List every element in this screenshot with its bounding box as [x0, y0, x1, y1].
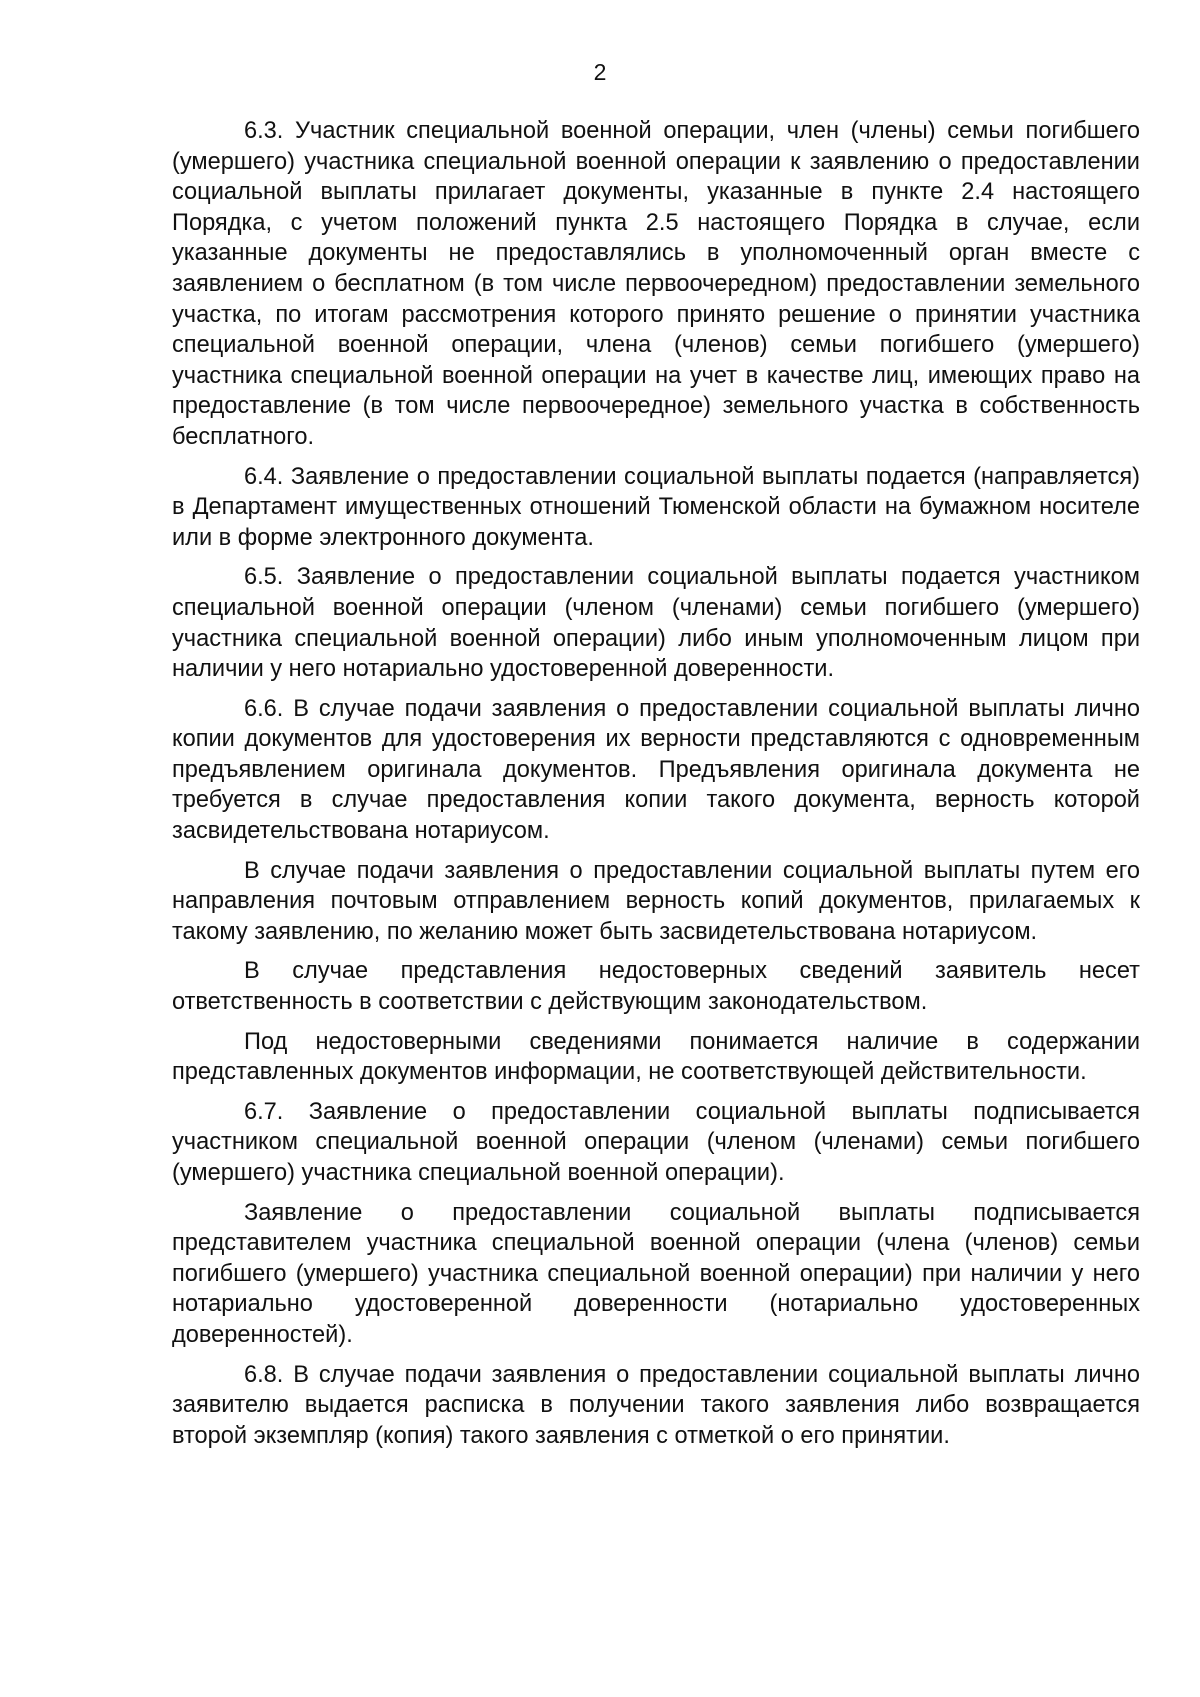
- paragraph-6-4: 6.4. Заявление о предоставлении социальной выплаты подается (направляется) в Департамент имущественных отношений Тюменской области на бумажном носителе или в форме электронного документа.: [172, 463, 1140, 551]
- paragraph-6-6-postal: В случае подачи заявления о предоставлении социальной выплаты путем его направления почтовым отправлением верность копий документов, прилагаемых к такому заявлению, по желанию может быть засвидетельствована нотариусом.: [172, 857, 1140, 945]
- paragraph-6-7: 6.7. Заявление о предоставлении социальной выплаты подписывается участником специальной военной операции (членом (членами) семьи погибшего (умершего) участника специальной военной операции).: [172, 1098, 1140, 1186]
- paragraph-6-6-definition: Под недостоверными сведениями понимается наличие в содержании представленных документов информации, не соответствующей действительности.: [172, 1028, 1140, 1086]
- document-body: [172, 116, 1140, 1460]
- paragraph-6-6-liability: В случае представления недостоверных сведений заявитель несет ответственность в соответствии с действующим законодательством.: [172, 958, 1140, 1016]
- paragraph-6-3: 6.3. Участник специальной военной операции, член (члены) семьи погибшего (умершего) участника специальной военной операции к заявлению о предоставлении социальной выплаты прилагает документы, указанные в пункте 2.4 настоящего Порядка, с учетом положений пункта 2.5 настоящего Порядка в случае, если указанные документы не предоставлялись в уполномоченный орган вместе с заявлением о бесплатном (в том числе первоочередном) предоставлении земельного участка, по итогам рассмотрения которого принято решение о принятии участника специальной военной операции, члена (членов) семьи погибшего (умершего) участника специальной военной операции на учет в качестве лиц, имеющих право на предоставление (в том числе первоочередное) земельного участка в собственность бесплатного.: [172, 118, 1140, 450]
- paragraph-6-8: 6.8. В случае подачи заявления о предоставлении социальной выплаты лично заявителю выдается расписка в получении такого заявления либо возвращается второй экземпляр (копия) такого заявления с отметкой о его принятии.: [172, 1361, 1140, 1449]
- paragraph-6-6: 6.6. В случае подачи заявления о предоставлении социальной выплаты лично копии документов для удостоверения их верности представляются с одновременным предъявлением оригинала документов. Предъявления оригинала документа не требуется в случае предоставления копии такого документа, верность которой засвидетельствована нотариусом.: [172, 695, 1140, 845]
- paragraph-6-5: 6.5. Заявление о предоставлении социальной выплаты подается участником специальной военной операции (членом (членами) семьи погибшего (умершего) участника специальной военной операции) либо иным уполномоченным лицом при наличии у него нотариально удостоверенной доверенности.: [172, 564, 1140, 683]
- paragraph-6-7-representative: Заявление о предоставлении социальной выплаты подписывается представителем участника специальной военной операции (члена (членов) семьи погибшего (умершего) участника специальной военной операции) при наличии у него нотариально удостоверенной доверенности (нотариально удостоверенных доверенностей).: [172, 1199, 1140, 1348]
- page-number: 2: [593, 59, 607, 85]
